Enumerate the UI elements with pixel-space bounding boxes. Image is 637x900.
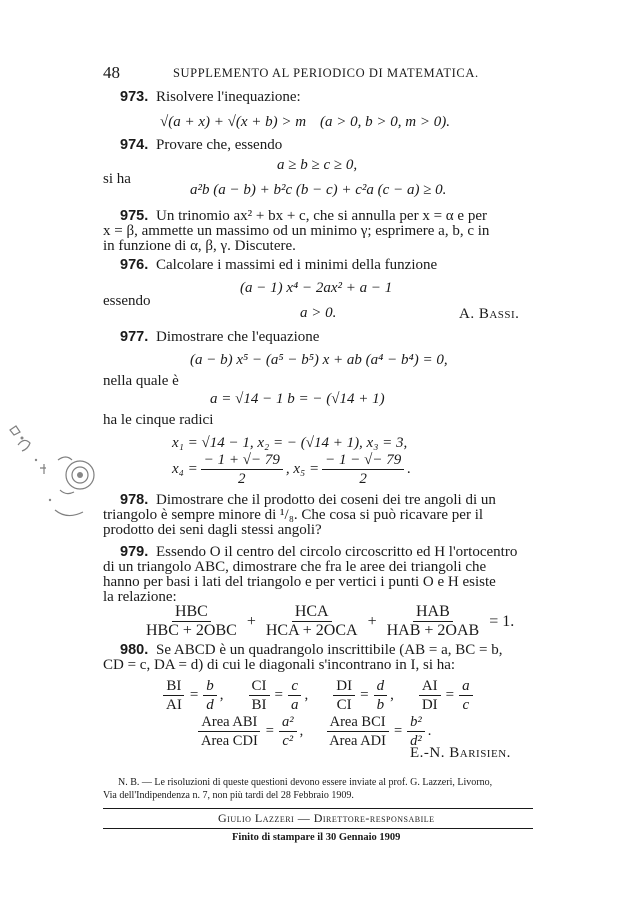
numerator: HCA: [292, 604, 332, 622]
fraction: [249, 678, 270, 713]
problem-text-line: la relazione:: [103, 589, 177, 605]
formula-977: (a − b) x⁵ − (a⁵ − b⁵) x + ab (a⁴ − b⁴) = 0,: [190, 352, 448, 368]
footnote-line-1: N. B. — Le risoluzioni di queste questioni devono essere inviate al prof. G. Lazzeri, Livorno,: [118, 777, 493, 788]
problem-text-line: Se ABCD è un quadrangolo inscrittibile (AB = a, BC = b,: [155, 642, 503, 658]
numerator: d: [374, 678, 388, 696]
divider-top: [103, 808, 533, 809]
values-977: a = √14 − 1 b = − (√14 + 1): [210, 391, 385, 407]
problem-text-line: x = β, ammette un massimo od un minimo γ; esprimere a, b, c in: [103, 223, 490, 239]
problem-text-line: prodotto dei seni dagli stessi angoli?: [103, 522, 322, 538]
running-title: SUPPLEMENTO AL PERIODICO DI MATEMATICA.: [173, 66, 479, 80]
ratio-equation: [246, 678, 309, 713]
condition-976: a > 0.: [300, 305, 337, 321]
author-980: E.-N. Barisien.: [410, 745, 511, 761]
problem-number: 978.: [120, 492, 149, 508]
denominator: BI: [251, 697, 267, 713]
fraction: [288, 678, 302, 713]
problem-973: [120, 88, 301, 106]
roots-line-2: [172, 452, 411, 487]
fraction: [374, 678, 388, 713]
equals-sign: =: [393, 723, 403, 739]
problem-text: Provare che, essendo: [155, 137, 283, 153]
problem-text-line: Dimostrare che il prodotto dei coseni dei tre angoli di un: [155, 492, 496, 508]
ratio-equation: [195, 714, 303, 749]
radici-label: ha le cinque radici: [103, 412, 214, 428]
numerator: c: [288, 678, 301, 696]
formula-974-thesis: a²b (a − b) + b²c (b − c) + c²a (c − a) ≥ 0.: [190, 182, 447, 198]
period: .: [407, 461, 411, 477]
problem-976: [120, 256, 437, 274]
denominator: CI: [336, 697, 352, 713]
equals-sign: =: [265, 723, 274, 739]
equals-one: = 1.: [489, 612, 515, 630]
numerator: − 1 − √− 79: [322, 452, 404, 470]
fraction-x4: [201, 452, 283, 487]
denominator: HAB + 2OAB: [386, 622, 480, 639]
denominator: HBC + 2OBC: [146, 622, 237, 639]
fraction-x5: [322, 452, 404, 487]
problem-text-line: Un trinomio ax² + bx + c, che si annulla per x = α e per: [155, 208, 487, 224]
fraction-hab: [384, 604, 483, 639]
denominator: d²: [410, 733, 422, 749]
problem-text: Risolvere l'inequazione:: [155, 89, 301, 105]
fraction: [203, 678, 217, 713]
numerator: a: [459, 678, 473, 696]
fraction: [459, 678, 473, 713]
denominator: Area CDI: [201, 733, 258, 749]
fraction: [326, 714, 389, 749]
divider-bottom: [103, 828, 533, 829]
denominator: b: [376, 697, 385, 713]
fraction-hca: [263, 604, 361, 639]
ratios-row-1: [160, 678, 498, 713]
problem-text-line: in funzione di α, β, γ. Discutere.: [103, 238, 296, 254]
footnote-line-2: Via dell'Indipendenza n. 7, non più tardi del 28 Febbraio 1909.: [103, 790, 354, 801]
fraction: [163, 678, 185, 713]
problem-number: 980.: [120, 642, 149, 658]
problem-number: 979.: [120, 544, 149, 560]
problem-text-line: hanno per basi i lati del triangolo e per vertici i punti O e H esiste: [103, 574, 496, 590]
x5-label: , x₅ =: [285, 461, 320, 477]
numerator: b²: [407, 714, 425, 732]
numerator: Area ABI: [198, 714, 260, 732]
formula-976: (a − 1) x⁴ − 2ax² + a − 1: [240, 280, 393, 296]
page-number: 48: [103, 63, 120, 82]
denominator: d: [206, 697, 214, 713]
roots-line-1: x₁ = √14 − 1, x₂ = − (√14 + 1), x₃ = 3,: [172, 435, 408, 451]
x4-label: x₄ =: [172, 461, 198, 477]
denominator: DI: [421, 697, 438, 713]
equals-sign: =: [445, 687, 455, 703]
plus-sign: +: [246, 612, 256, 630]
separator: ,: [299, 723, 304, 739]
denominator: a: [291, 697, 299, 713]
numerator: − 1 + √− 79: [201, 452, 283, 470]
problem-number: 977.: [120, 329, 149, 345]
denominator: 2: [238, 471, 246, 487]
problem-text-line: di un triangolo ABC, dimostrare che fra le aree dei triangoli che: [103, 559, 487, 575]
problem-text-line: triangolo è sempre minore di ¹/₈. Che cosa si può ricavare per il: [103, 507, 484, 523]
problem-text-line: CD = c, DA = d) di cui le diagonali s'incontrano in I, si ha:: [103, 657, 456, 673]
problem-number: 976.: [120, 257, 149, 273]
author-976: A. Bassi.: [459, 306, 520, 322]
numerator: AI: [419, 678, 441, 696]
fraction: [333, 678, 355, 713]
ratio-equation: [330, 678, 394, 713]
problem-number: 973.: [120, 89, 149, 105]
fraction: [279, 714, 297, 749]
plus-sign: +: [367, 612, 377, 630]
problem-text: Calcolare i massimi ed i minimi della funzione: [155, 257, 438, 273]
denominator: c: [462, 697, 470, 713]
ratio-equation: [160, 678, 224, 713]
problem-text-line: Essendo O il centro del circolo circoscritto ed H l'ortocentro: [155, 544, 518, 560]
ratio-equation: [416, 678, 476, 713]
separator: .: [427, 723, 432, 739]
denominator: c²: [282, 733, 294, 749]
fraction: [198, 714, 261, 749]
formula-974-hypothesis: a ≥ b ≥ c ≥ 0,: [277, 157, 358, 173]
denominator: 2: [359, 471, 367, 487]
problem-text: Dimostrare che l'equazione: [155, 329, 320, 345]
numerator: b: [203, 678, 217, 696]
problem-number: 974.: [120, 137, 149, 153]
essendo-label: essendo: [103, 293, 151, 309]
director-line: [218, 811, 435, 826]
problem-974: [120, 136, 282, 154]
equals-sign: =: [274, 687, 284, 703]
denominator: AI: [166, 697, 182, 713]
separator: ,: [219, 687, 224, 703]
numerator: Area BCI: [327, 714, 389, 732]
numerator: BI: [163, 678, 184, 696]
printed-date: Finito di stampare il 30 Gennaio 1909: [232, 832, 401, 843]
fraction-hbc: [143, 604, 240, 639]
relation-979: [140, 604, 514, 639]
numerator: DI: [333, 678, 355, 696]
nella-quale-label: nella quale è: [103, 373, 179, 389]
equals-sign: =: [189, 687, 199, 703]
equals-sign: =: [360, 687, 369, 703]
denominator: HCA + 2OCA: [265, 622, 358, 639]
separator: ,: [390, 687, 394, 703]
numerator: a²: [279, 714, 297, 732]
library-stamp: [0, 410, 110, 550]
conditions-973: (a > 0, b > 0, m > 0).: [320, 114, 450, 130]
formula-973: √(a + x) + √(x + b) > m: [160, 114, 307, 130]
numerator: CI: [249, 678, 270, 696]
denominator: Area ADI: [329, 733, 386, 749]
separator: ,: [304, 687, 309, 703]
numerator: HBC: [172, 604, 211, 622]
si-ha-label: si ha: [103, 171, 131, 187]
director-text: Giulio Lazzeri — Direttore-responsabile: [218, 811, 435, 825]
numerator: HAB: [413, 604, 453, 622]
problem-977: [120, 328, 319, 346]
problem-number: 975.: [120, 208, 149, 224]
fraction: [419, 678, 441, 713]
